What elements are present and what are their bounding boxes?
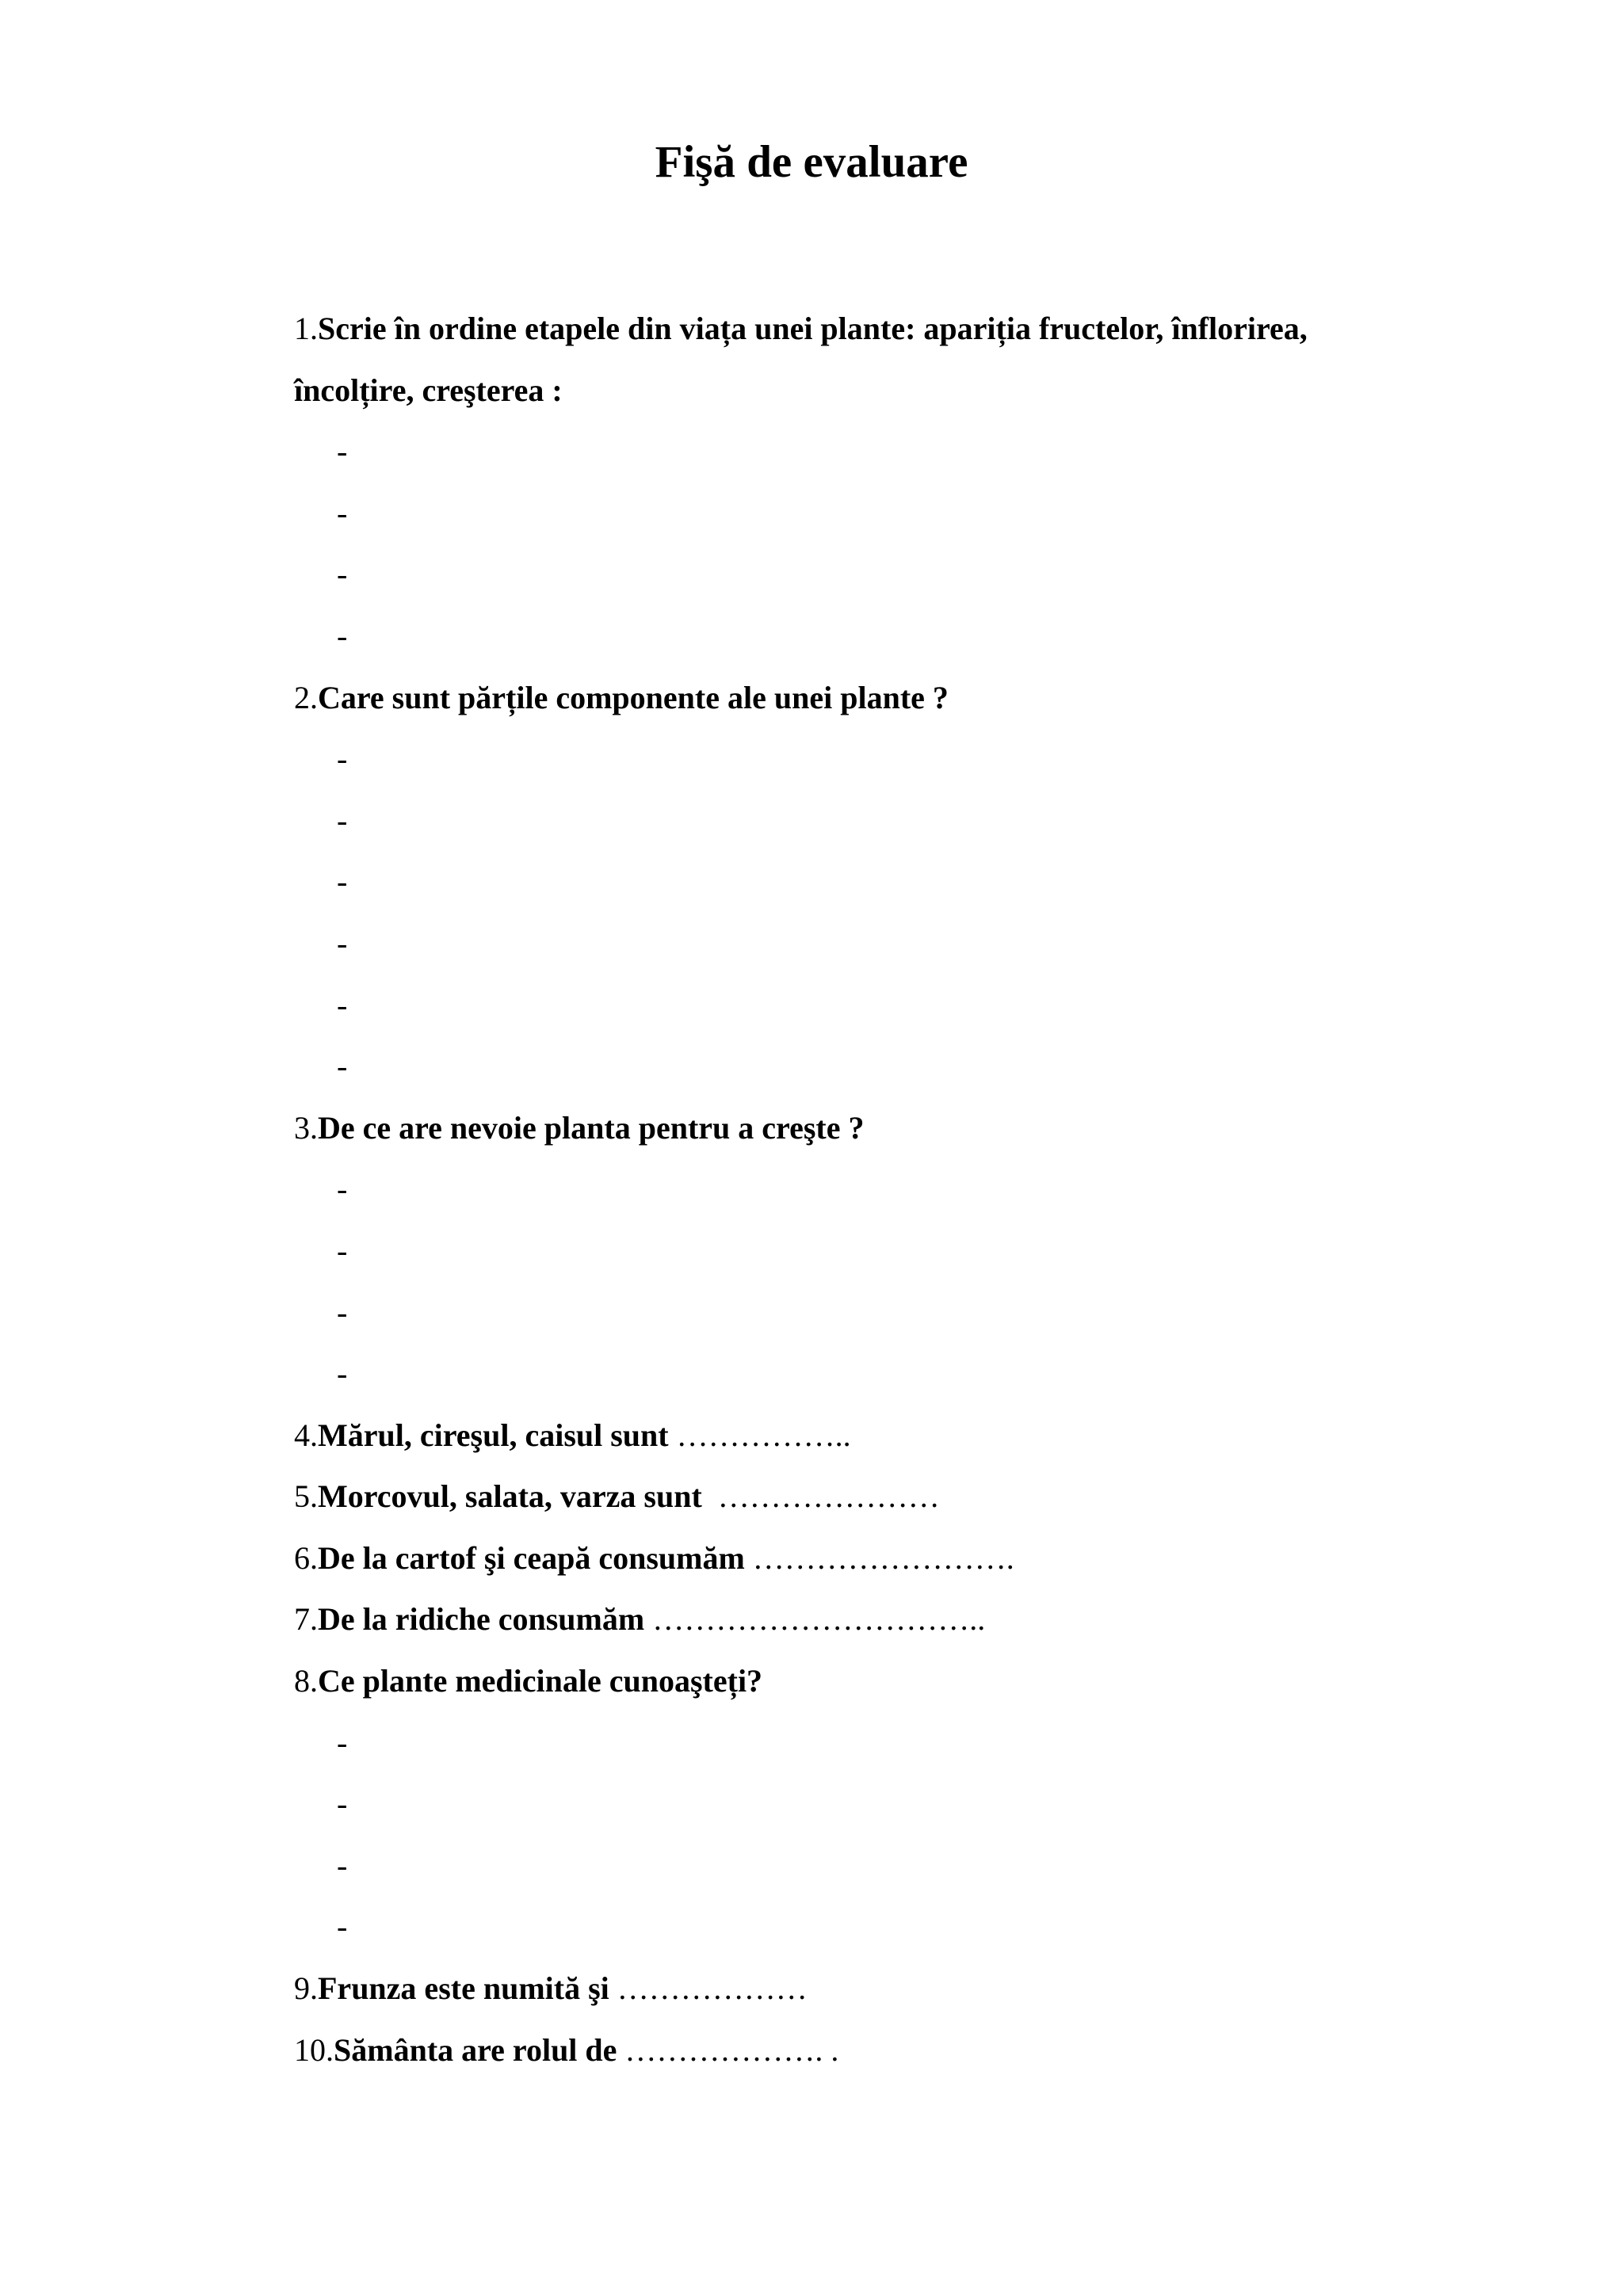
answer-line: - — [337, 617, 348, 654]
question-text: Scrie în ordine etapele din viața unei plante: apariția fructelor, înflorirea, — [318, 311, 1308, 346]
question-text: Frunza este numită şi — [318, 1970, 609, 2007]
question-number: 7. — [294, 1601, 318, 1638]
fill-in-blank: ………………. . — [617, 2031, 839, 2068]
fill-in-blank: …………….. — [668, 1417, 851, 1453]
question-text: Care sunt părțile componente ale unei plante ? — [318, 679, 949, 715]
question-2 — [294, 667, 1451, 729]
answer-line: - — [337, 1232, 348, 1268]
answer-line: - — [337, 1909, 348, 1945]
question-10 — [294, 2019, 1451, 2081]
answer-line: - — [337, 864, 348, 900]
fill-in-blank: ……………… — [609, 1970, 808, 2007]
question-number: 2. — [294, 679, 318, 715]
answer-line: - — [337, 986, 348, 1023]
fill-in-blank: ………………………….. — [644, 1601, 986, 1638]
fill-in-blank: ……………………. — [744, 1539, 1014, 1576]
question-7 — [294, 1589, 1451, 1650]
answer-line: - — [337, 433, 348, 470]
question-text: De la cartof şi ceapă consumăm — [318, 1539, 745, 1576]
question-text: De la ridiche consumăm — [318, 1601, 645, 1638]
answer-line: - — [337, 1847, 348, 1883]
question-number: 4. — [294, 1417, 318, 1453]
answer-line: - — [337, 1171, 348, 1207]
answer-line: - — [337, 556, 348, 593]
answer-line: - — [337, 1048, 348, 1085]
question-8 — [294, 1650, 1451, 1712]
questions-list — [294, 298, 1451, 2081]
question-6 — [294, 1527, 1451, 1589]
question-9 — [294, 1958, 1451, 2019]
question-text: De ce are nevoie planta pentru a creşte ? — [318, 1109, 865, 1146]
answer-line: - — [337, 802, 348, 838]
answer-line: - — [337, 1294, 348, 1330]
question-number: 8. — [294, 1663, 318, 1699]
question-1-continued — [294, 360, 1451, 421]
fill-in-blank: ………………… — [701, 1478, 940, 1515]
question-5 — [294, 1466, 1451, 1527]
question-text: Morcovul, salata, varza sunt — [318, 1478, 702, 1515]
answer-line: - — [337, 741, 348, 777]
answer-line: - — [337, 1356, 348, 1392]
question-number: 1. — [294, 311, 318, 346]
answer-line: - — [337, 925, 348, 961]
page-title: Fişă de evaluare — [655, 137, 968, 187]
question-number: 10. — [294, 2031, 334, 2068]
question-3 — [294, 1097, 1451, 1159]
question-4 — [294, 1405, 1451, 1466]
question-text: Ce plante medicinale cunoaşteți? — [318, 1663, 763, 1699]
question-number: 9. — [294, 1970, 318, 2007]
question-number: 3. — [294, 1109, 318, 1146]
answer-line: - — [337, 494, 348, 531]
question-number: 5. — [294, 1478, 318, 1515]
question-text: Mărul, cireşul, caisul sunt — [318, 1417, 669, 1453]
answer-line: - — [337, 1786, 348, 1822]
question-text: încolțire, creşterea : — [294, 372, 563, 408]
question-1 — [294, 298, 1451, 360]
question-text: Sământa are rolul de — [334, 2031, 617, 2068]
question-number: 6. — [294, 1539, 318, 1576]
answer-line: - — [337, 1724, 348, 1760]
